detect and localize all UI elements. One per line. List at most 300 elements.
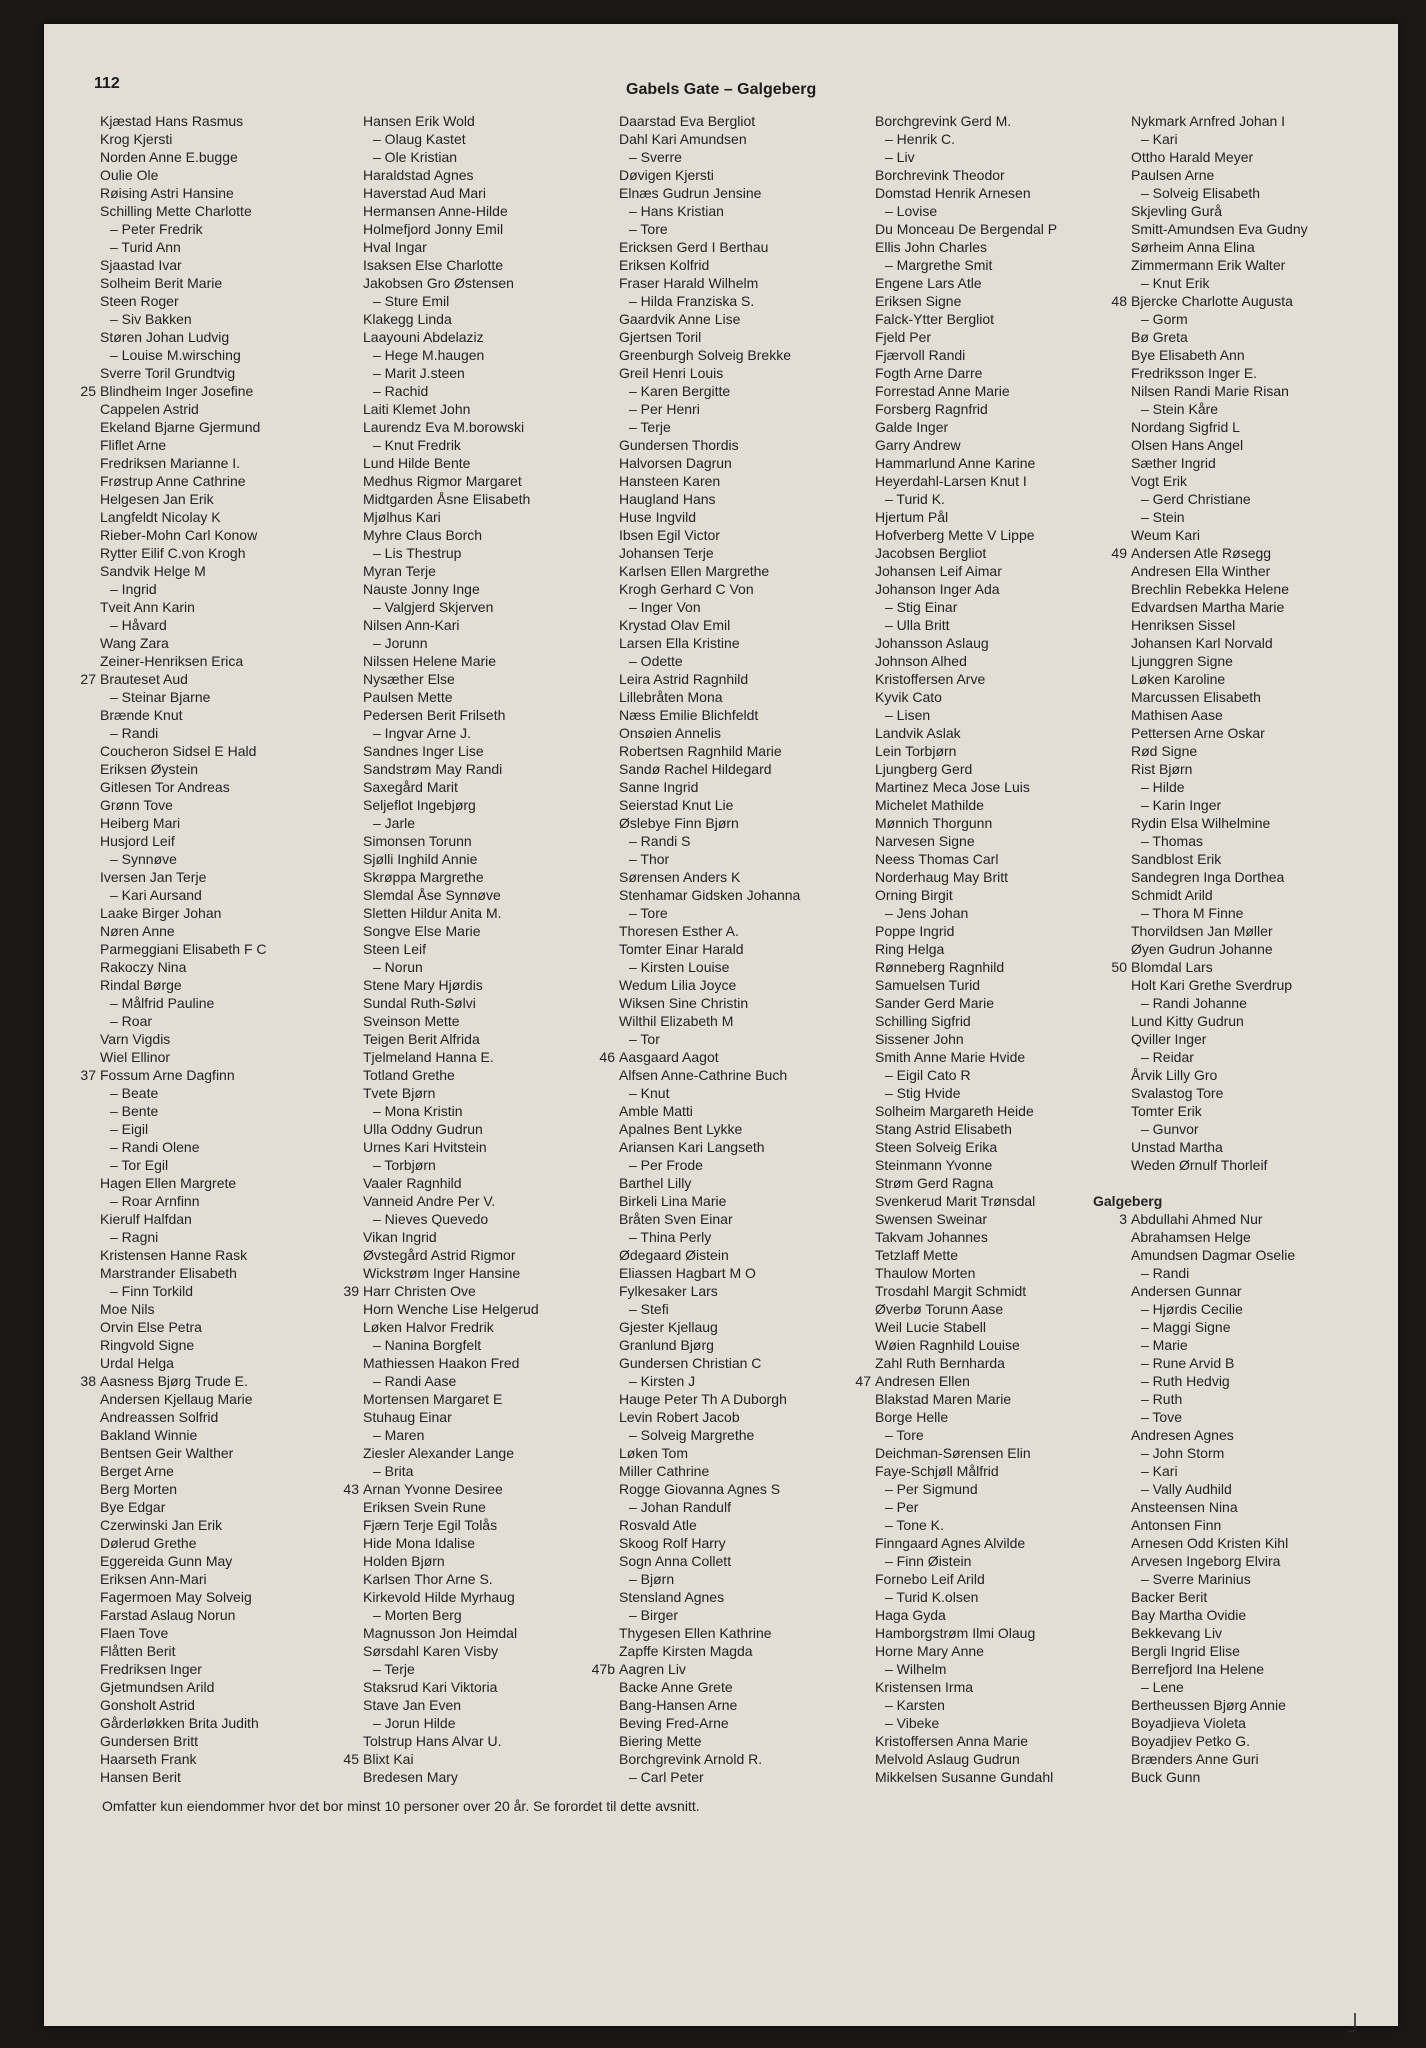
resident-name: – Peter Fredrik xyxy=(110,221,203,237)
resident-name: – Roar Arnfinn xyxy=(110,1193,200,1209)
resident-entry xyxy=(837,634,1087,652)
resident-name: Hagen Ellen Margrete xyxy=(100,1175,237,1191)
resident-entry xyxy=(62,364,312,382)
resident-entry xyxy=(1093,1048,1343,1066)
resident-name: Ulla Oddny Gudrun xyxy=(363,1121,483,1137)
resident-entry xyxy=(581,1444,831,1462)
resident-entry xyxy=(325,1372,575,1390)
resident-name: Eggereida Gunn May xyxy=(100,1553,233,1569)
resident-entry xyxy=(62,1462,312,1480)
resident-entry xyxy=(325,292,575,310)
resident-entry xyxy=(837,202,1087,220)
resident-entry xyxy=(325,328,575,346)
resident-entry xyxy=(325,400,575,418)
resident-name: Apalnes Bent Lykke xyxy=(619,1121,743,1137)
resident-name: Krogh Gerhard C Von xyxy=(619,581,754,597)
resident-entry xyxy=(581,1156,831,1174)
resident-entry xyxy=(581,1336,831,1354)
resident-entry xyxy=(62,544,312,562)
resident-name: Haraldstad Agnes xyxy=(363,167,474,183)
resident-name: Tomter Erik xyxy=(1131,1103,1202,1119)
resident-entry xyxy=(1093,1138,1343,1156)
resident-entry xyxy=(325,724,575,742)
resident-name: Sissener John xyxy=(875,1031,964,1047)
resident-entry xyxy=(837,580,1087,598)
resident-entry xyxy=(581,616,831,634)
resident-entry xyxy=(62,1444,312,1462)
resident-name: Kristoffersen Anna Marie xyxy=(875,1733,1029,1749)
column-4 xyxy=(837,112,1087,1786)
resident-entry xyxy=(325,940,575,958)
resident-name: Zeiner-Henriksen Erica xyxy=(100,653,244,669)
resident-name: Norden Anne E.bugge xyxy=(100,149,238,165)
resident-entry xyxy=(581,166,831,184)
resident-entry xyxy=(1093,1336,1343,1354)
resident-name: Gaardvik Anne Lise xyxy=(619,311,741,327)
resident-name: – Tor Egil xyxy=(110,1157,169,1173)
resident-entry xyxy=(837,688,1087,706)
resident-entry xyxy=(325,1246,575,1264)
resident-entry xyxy=(62,472,312,490)
resident-name: – Ole Kristian xyxy=(373,149,458,165)
resident-entry xyxy=(581,1570,831,1588)
resident-entry xyxy=(325,508,575,526)
resident-entry xyxy=(1093,112,1343,130)
resident-name: – Eigil xyxy=(110,1121,149,1137)
resident-entry xyxy=(1093,814,1343,832)
resident-name: Tetzlaff Mette xyxy=(875,1247,959,1263)
resident-entry xyxy=(1093,1282,1343,1300)
resident-name: – Johan Randulf xyxy=(629,1499,731,1515)
resident-entry xyxy=(837,652,1087,670)
resident-entry xyxy=(837,1480,1087,1498)
resident-name: Boyadjieva Violeta xyxy=(1131,1715,1246,1731)
resident-entry xyxy=(325,958,575,976)
resident-name: – Wilhelm xyxy=(885,1661,947,1677)
resident-name: – Maren xyxy=(373,1427,425,1443)
resident-entry xyxy=(1093,1084,1343,1102)
resident-name: Halvorsen Dagrun xyxy=(619,455,732,471)
resident-name: Sogn Anna Collett xyxy=(619,1553,732,1569)
resident-entry xyxy=(837,112,1087,130)
resident-entry xyxy=(325,1552,575,1570)
resident-entry xyxy=(581,1138,831,1156)
resident-name: Eriksen Kolfrid xyxy=(619,257,710,273)
resident-name: – Karen Bergitte xyxy=(629,383,731,399)
resident-entry xyxy=(62,994,312,1012)
resident-entry xyxy=(581,1390,831,1408)
resident-name: Rist Bjørn xyxy=(1131,761,1193,777)
resident-name: Borchgrevink Arnold R. xyxy=(619,1751,763,1767)
resident-name: – Lovise xyxy=(885,203,938,219)
resident-name: Sørheim Anna Elina xyxy=(1131,239,1255,255)
resident-name: Øvstegård Astrid Rigmor xyxy=(363,1247,516,1263)
resident-name: Marcussen Elisabeth xyxy=(1131,689,1261,705)
resident-name: Nilssen Helene Marie xyxy=(363,653,497,669)
resident-entry xyxy=(62,1246,312,1264)
resident-entry xyxy=(837,508,1087,526)
house-number: 45 xyxy=(343,1751,359,1767)
resident-entry xyxy=(1093,1606,1343,1624)
resident-entry xyxy=(837,598,1087,616)
resident-entry xyxy=(581,1426,831,1444)
resident-name: Støren Johan Ludvig xyxy=(100,329,230,345)
resident-name: Mathiessen Haakon Fred xyxy=(363,1355,520,1371)
resident-name: Forrestad Anne Marie xyxy=(875,383,1010,399)
resident-name: Jacobsen Bergliot xyxy=(875,545,987,561)
resident-name: Hauge Peter Th A Duborgh xyxy=(619,1391,787,1407)
resident-entry xyxy=(325,1354,575,1372)
resident-name: Johansen Terje xyxy=(619,545,714,561)
resident-name: Øslebye Finn Bjørn xyxy=(619,815,739,831)
resident-name: Stang Astrid Elisabeth xyxy=(875,1121,1012,1137)
resident-name: – John Storm xyxy=(1141,1445,1225,1461)
resident-entry xyxy=(1093,292,1343,310)
resident-entry xyxy=(325,886,575,904)
resident-name: Andersen Atle Røsegg xyxy=(1131,545,1272,561)
resident-name: – Jens Johan xyxy=(885,905,969,921)
resident-name: Wøien Ragnhild Louise xyxy=(875,1337,1020,1353)
resident-entry xyxy=(581,1228,831,1246)
resident-name: – Valgjerd Skjerven xyxy=(373,599,494,615)
resident-name: Olsen Hans Angel xyxy=(1131,437,1244,453)
resident-entry xyxy=(62,1498,312,1516)
resident-entry xyxy=(325,436,575,454)
resident-entry xyxy=(581,652,831,670)
resident-name: Pedersen Berit Frilseth xyxy=(363,707,506,723)
resident-entry xyxy=(837,1264,1087,1282)
resident-name: Brænders Anne Guri xyxy=(1131,1751,1259,1767)
resident-entry xyxy=(1093,1696,1343,1714)
resident-entry xyxy=(325,1768,575,1786)
resident-entry xyxy=(325,1570,575,1588)
house-number: 43 xyxy=(343,1481,359,1497)
resident-name: Isaksen Else Charlotte xyxy=(363,257,504,273)
resident-name: Karlsen Ellen Margrethe xyxy=(619,563,770,579)
resident-name: – Turid Ann xyxy=(110,239,181,255)
resident-entry xyxy=(837,868,1087,886)
resident-entry xyxy=(62,1660,312,1678)
resident-entry xyxy=(1093,166,1343,184)
resident-entry xyxy=(581,1318,831,1336)
resident-entry xyxy=(837,454,1087,472)
resident-name: Eliassen Hagbart M O xyxy=(619,1265,756,1281)
resident-entry xyxy=(62,580,312,598)
resident-entry xyxy=(837,544,1087,562)
resident-entry xyxy=(837,1012,1087,1030)
resident-entry xyxy=(837,1192,1087,1210)
resident-entry xyxy=(325,1714,575,1732)
resident-entry xyxy=(62,310,312,328)
resident-name: Paulsen Mette xyxy=(363,689,453,705)
resident-name: Bråten Sven Einar xyxy=(619,1211,733,1227)
resident-entry xyxy=(325,130,575,148)
resident-entry xyxy=(62,1048,312,1066)
resident-name: Alfsen Anne-Cathrine Buch xyxy=(619,1067,788,1083)
resident-name: – Per Sigmund xyxy=(885,1481,978,1497)
resident-entry xyxy=(581,814,831,832)
resident-entry xyxy=(1093,346,1343,364)
resident-entry xyxy=(837,1570,1087,1588)
resident-name: Kierulf Halfdan xyxy=(100,1211,192,1227)
resident-entry xyxy=(325,796,575,814)
resident-entry xyxy=(1093,1624,1343,1642)
resident-name: – Margrethe Smit xyxy=(885,257,993,273)
resident-name: Zapffe Kirsten Magda xyxy=(619,1643,753,1659)
resident-name: Klakegg Linda xyxy=(363,311,452,327)
resident-name: Haverstad Aud Mari xyxy=(363,185,486,201)
resident-entry xyxy=(325,382,575,400)
resident-name: Cappelen Astrid xyxy=(100,401,199,417)
resident-name: Haarseth Frank xyxy=(100,1751,197,1767)
resident-entry xyxy=(325,688,575,706)
resident-entry xyxy=(581,454,831,472)
resident-entry xyxy=(325,1534,575,1552)
resident-name: Mikkelsen Susanne Gundahl xyxy=(875,1769,1054,1785)
resident-name: – Gorm xyxy=(1141,311,1188,327)
resident-name: – Finn Torkild xyxy=(110,1283,194,1299)
resident-entry xyxy=(837,220,1087,238)
resident-entry xyxy=(62,1300,312,1318)
resident-entry xyxy=(62,742,312,760)
resident-name: Aagren Liv xyxy=(619,1661,686,1677)
resident-entry xyxy=(62,832,312,850)
resident-name: Bye Edgar xyxy=(100,1499,166,1515)
resident-name: Nysæther Else xyxy=(363,671,455,687)
resident-entry xyxy=(62,130,312,148)
resident-entry xyxy=(62,1066,312,1084)
resident-entry xyxy=(1093,994,1343,1012)
resident-name: – Nanina Borgfelt xyxy=(373,1337,482,1353)
resident-name: Bekkevang Liv xyxy=(1131,1625,1223,1641)
resident-name: Sandblost Erik xyxy=(1131,851,1222,867)
resident-name: Melvold Aslaug Gudrun xyxy=(875,1751,1020,1767)
resident-entry xyxy=(837,328,1087,346)
resident-entry xyxy=(1093,202,1343,220)
resident-entry xyxy=(837,562,1087,580)
resident-name: Vikan Ingrid xyxy=(363,1229,437,1245)
resident-entry xyxy=(1093,832,1343,850)
resident-entry xyxy=(837,1696,1087,1714)
resident-entry xyxy=(325,742,575,760)
resident-name: – Terje xyxy=(373,1661,415,1677)
resident-entry xyxy=(1093,400,1343,418)
resident-entry xyxy=(1093,130,1343,148)
resident-entry xyxy=(62,436,312,454)
resident-name: Beving Fred-Arne xyxy=(619,1715,729,1731)
resident-name: – Thora M Finne xyxy=(1141,905,1244,921)
resident-entry xyxy=(837,292,1087,310)
resident-entry xyxy=(837,346,1087,364)
resident-name: Dølerud Grethe xyxy=(100,1535,197,1551)
resident-entry xyxy=(581,1750,831,1768)
resident-name: Flaen Tove xyxy=(100,1625,169,1641)
resident-entry xyxy=(62,886,312,904)
resident-name: Borchrevink Theodor xyxy=(875,167,1005,183)
resident-name: – Thor xyxy=(629,851,670,867)
resident-name: – Kirsten J xyxy=(629,1373,696,1389)
resident-entry xyxy=(325,1318,575,1336)
resident-name: Brænde Knut xyxy=(100,707,183,723)
resident-name: – Knut xyxy=(629,1085,670,1101)
resident-name: Kjæstad Hans Rasmus xyxy=(100,113,244,129)
resident-name: – Per Frode xyxy=(629,1157,703,1173)
resident-entry xyxy=(1093,1030,1343,1048)
resident-name: Levin Robert Jacob xyxy=(619,1409,740,1425)
resident-name: Fredriksson Inger E. xyxy=(1131,365,1258,381)
resident-entry xyxy=(1093,148,1343,166)
resident-name: Lund Kitty Gudrun xyxy=(1131,1013,1244,1029)
resident-entry xyxy=(581,256,831,274)
resident-name: Mortensen Margaret E xyxy=(363,1391,503,1407)
resident-entry xyxy=(325,1084,575,1102)
resident-name: Medhus Rigmor Margaret xyxy=(363,473,522,489)
resident-entry xyxy=(1093,580,1343,598)
resident-entry xyxy=(62,976,312,994)
resident-name: Coucheron Sidsel E Hald xyxy=(100,743,257,759)
resident-name: Simonsen Torunn xyxy=(363,833,472,849)
resident-name: Blindheim Inger Josefine xyxy=(100,383,254,399)
house-number: 50 xyxy=(1111,959,1127,975)
resident-name: Edvardsen Martha Marie xyxy=(1131,599,1285,615)
resident-entry xyxy=(837,148,1087,166)
resident-name: Amble Matti xyxy=(619,1103,693,1119)
resident-name: Myhre Claus Borch xyxy=(363,527,483,543)
resident-name: Backer Berit xyxy=(1131,1589,1208,1605)
resident-entry xyxy=(581,868,831,886)
resident-entry xyxy=(837,1210,1087,1228)
resident-entry xyxy=(1093,1642,1343,1660)
resident-entry xyxy=(1093,850,1343,868)
resident-entry xyxy=(325,1102,575,1120)
resident-name: Buck Gunn xyxy=(1131,1769,1201,1785)
resident-entry xyxy=(581,1534,831,1552)
resident-name: Stave Jan Even xyxy=(363,1697,462,1713)
resident-name: Nauste Jonny Inge xyxy=(363,581,480,597)
resident-entry xyxy=(1093,526,1343,544)
resident-name: – Henrik C. xyxy=(885,131,956,147)
resident-name: Ringvold Signe xyxy=(100,1337,195,1353)
resident-name: Øverbø Torunn Aase xyxy=(875,1301,1004,1317)
resident-name: Eriksen Svein Rune xyxy=(363,1499,486,1515)
resident-entry xyxy=(62,1732,312,1750)
resident-entry xyxy=(62,904,312,922)
resident-entry xyxy=(837,760,1087,778)
resident-entry xyxy=(581,1210,831,1228)
resident-entry xyxy=(325,706,575,724)
resident-entry xyxy=(581,1120,831,1138)
resident-entry xyxy=(1093,616,1343,634)
street-name: Galgeberg xyxy=(1093,1193,1163,1209)
resident-name: – Knut Erik xyxy=(1141,275,1210,291)
resident-name: Robertsen Ragnhild Marie xyxy=(619,743,782,759)
resident-entry xyxy=(1093,472,1343,490)
resident-name: Lillebråten Mona xyxy=(619,689,723,705)
resident-entry xyxy=(325,1588,575,1606)
resident-entry xyxy=(62,202,312,220)
resident-entry xyxy=(581,1408,831,1426)
resident-entry xyxy=(581,346,831,364)
resident-name: – Liv xyxy=(885,149,915,165)
resident-entry xyxy=(581,184,831,202)
resident-entry xyxy=(62,1156,312,1174)
resident-entry xyxy=(325,418,575,436)
resident-entry xyxy=(837,904,1087,922)
resident-entry xyxy=(581,490,831,508)
resident-name: Fredriksen Marianne I. xyxy=(100,455,241,471)
resident-name: Nordang Sigfrid L xyxy=(1131,419,1240,435)
resident-name: Rosvald Atle xyxy=(619,1517,697,1533)
resident-entry xyxy=(62,1516,312,1534)
resident-entry xyxy=(581,148,831,166)
resident-name: Stensland Agnes xyxy=(619,1589,725,1605)
resident-entry xyxy=(1093,1534,1343,1552)
resident-entry xyxy=(62,1282,312,1300)
resident-entry xyxy=(325,1156,575,1174)
resident-entry xyxy=(581,292,831,310)
resident-name: Borchgrevink Gerd M. xyxy=(875,113,1012,129)
resident-name: Bye Elisabeth Ann xyxy=(1131,347,1245,363)
resident-entry xyxy=(581,1354,831,1372)
resident-name: – Stig Einar xyxy=(885,599,958,615)
resident-name: Garry Andrew xyxy=(875,437,961,453)
resident-name: Rytter Eilif C.von Krogh xyxy=(100,545,246,561)
resident-entry xyxy=(62,1318,312,1336)
resident-name: Gårderløkken Brita Judith xyxy=(100,1715,259,1731)
resident-name: Vaaler Ragnhild xyxy=(363,1175,462,1191)
resident-entry xyxy=(325,670,575,688)
resident-name: Wickstrøm Inger Hansine xyxy=(363,1265,521,1281)
resident-name: – Steinar Bjarne xyxy=(110,689,211,705)
resident-name: Tjelmeland Hanna E. xyxy=(363,1049,494,1065)
house-number: 48 xyxy=(1111,293,1127,309)
resident-name: Orning Birgit xyxy=(875,887,953,903)
resident-name: Sandstrøm May Randi xyxy=(363,761,503,777)
resident-entry xyxy=(325,1336,575,1354)
resident-name: Fredriksen Inger xyxy=(100,1661,202,1677)
resident-name: Laurendz Eva M.borowski xyxy=(363,419,525,435)
resident-name: Staksrud Kari Viktoria xyxy=(363,1679,498,1695)
resident-entry xyxy=(837,1390,1087,1408)
resident-entry xyxy=(325,994,575,1012)
resident-entry xyxy=(1093,562,1343,580)
resident-name: Engene Lars Atle xyxy=(875,275,982,291)
resident-entry xyxy=(581,724,831,742)
resident-entry xyxy=(1093,1120,1343,1138)
resident-name: Grønn Tove xyxy=(100,797,173,813)
resident-entry xyxy=(1093,454,1343,472)
resident-entry xyxy=(581,886,831,904)
resident-name: – Håvard xyxy=(110,617,167,633)
resident-entry xyxy=(62,760,312,778)
resident-entry xyxy=(581,1660,831,1678)
resident-name: Fjeld Per xyxy=(875,329,932,345)
resident-entry xyxy=(325,112,575,130)
resident-name: Skjevling Gurå xyxy=(1131,203,1223,219)
resident-entry xyxy=(1093,1552,1343,1570)
resident-name: Du Monceau De Bergendal P xyxy=(875,221,1058,237)
resident-name: Nilsen Randi Marie Risan xyxy=(1131,383,1289,399)
resident-entry xyxy=(837,310,1087,328)
resident-name: Hofverberg Mette V Lippe xyxy=(875,527,1035,543)
resident-entry xyxy=(1093,1570,1343,1588)
resident-name: Aasgaard Aagot xyxy=(619,1049,719,1065)
resident-name: Berg Morten xyxy=(100,1481,178,1497)
resident-entry xyxy=(325,1624,575,1642)
resident-name: Stene Mary Hjørdis xyxy=(363,977,483,993)
resident-name: – Ruth xyxy=(1141,1391,1183,1407)
resident-entry xyxy=(837,1552,1087,1570)
